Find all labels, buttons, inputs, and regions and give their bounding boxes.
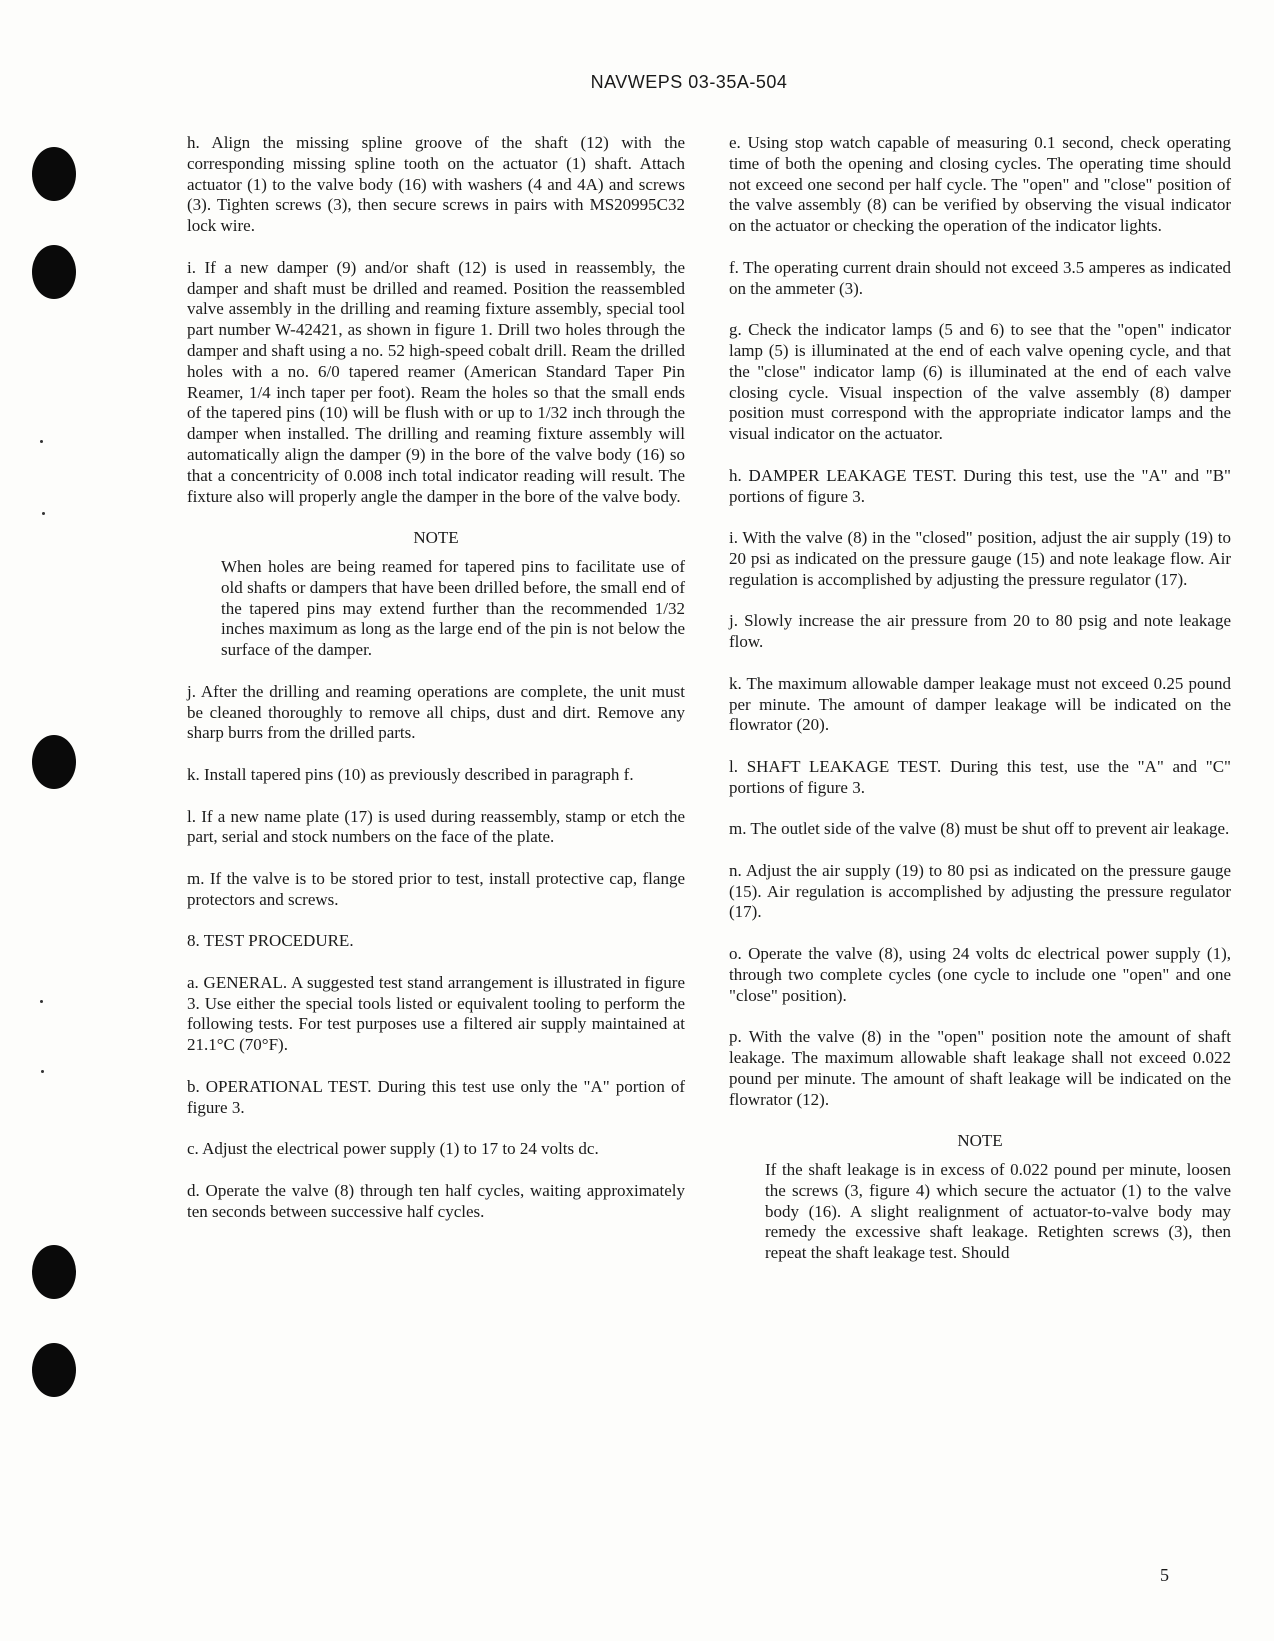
- note-title: NOTE: [957, 1131, 1003, 1151]
- right-column: [729, 133, 1231, 1264]
- punch-hole-3: [32, 735, 76, 789]
- speck: [40, 440, 43, 443]
- punch-hole-1: [32, 147, 76, 201]
- paragraph-o: o. Operate the valve (8), using 24 volts dc electrical power supply (1), through two complete cycles (one cycle to include one "open" and one "close" position).: [729, 944, 1231, 1005]
- punch-hole-4: [32, 1245, 76, 1299]
- document-number: NAVWEPS 03-35A-504: [590, 72, 788, 92]
- paragraph-i: i. With the valve (8) in the "closed" position, adjust the air supply (19) to 20 psi as indicated on the pressure gauge (15) and note leakage flow. Air regulation is accomplished by adjusting the pressure regulator (17).: [729, 528, 1231, 589]
- paragraph-e: e. Using stop watch capable of measuring 0.1 second, check operating time of both the opening and closing cycles. The operating time should not exceed one second per half cycle. The "open" and "close" position of the valve assembly (8) can be verified by observing the visual indicator on the actuator or checking the operation of the indicator lights.: [729, 133, 1231, 236]
- paragraph-f: f. The operating current drain should not exceed 3.5 amperes as indicated on the ammeter (3).: [729, 257, 1231, 298]
- speck: [41, 1070, 44, 1073]
- paragraph-k: k. Install tapered pins (10) as previously described in paragraph f.: [187, 764, 634, 784]
- paragraph-b: b. OPERATIONAL TEST. During this test use only the "A" portion of figure 3.: [187, 1076, 685, 1117]
- paragraph-l: l. SHAFT LEAKAGE TEST. During this test, use the "A" and "C" portions of figure 3.: [729, 756, 1231, 797]
- paragraph-k: k. The maximum allowable damper leakage must not exceed 0.25 pound per minute. The amount of damper leakage will be indicated on the flowrator (20).: [729, 673, 1231, 735]
- paragraph-l: l. If a new name plate (17) is used during reassembly, stamp or etch the part, serial and stock numbers on the face of the plate.: [187, 806, 685, 847]
- paragraph-j: j. Slowly increase the air pressure from 20 to 80 psig and note leakage flow.: [729, 611, 1231, 652]
- paragraph-i: i. If a new damper (9) and/or shaft (12) is used in reassembly, the damper and shaft must be drilled and reamed. Position the reassembled valve assembly in the drilling and reaming fixture assembly, special tool part number W-42421, as shown in figure 1. Drill two holes through the damper and shaft using a no. 52 high-speed cobalt drill. Ream the drilled holes with a no. 6/0 tapered reamer (American Standard Taper Pin Reamer, 1/4 inch taper per foot). Ream the holes so that the small ends of the tapered pins (10) will be flush with or up to 1/32 inch through the damper when installed. The drilling and reaming fixture assembly will automatically align the damper (9) in the bore of the valve body (16) so that a concentricity of 0.008 inch total indicator reading will result. The fixture also will properly angle the damper in the bore of the valve body.: [187, 257, 685, 506]
- speck: [40, 1000, 43, 1003]
- punch-hole-5: [32, 1343, 76, 1397]
- paragraph-d: d. Operate the valve (8) through ten half cycles, waiting approximately ten seconds between successive half cycles.: [187, 1180, 685, 1221]
- paragraph-m: m. The outlet side of the valve (8) must be shut off to prevent air leakage.: [729, 819, 1230, 839]
- punch-hole-2: [32, 245, 76, 299]
- note-text: When holes are being reamed for tapered pins to facilitate use of old shafts or dampers that have been drilled before, the small end of the tapered pins may extend further than the recommended 1/32 inches maximum as long as the large end of the pin is not below the surface of the damper.: [221, 556, 685, 660]
- section-heading: 8. TEST PROCEDURE.: [187, 931, 354, 951]
- paragraph-a: a. GENERAL. A suggested test stand arrangement is illustrated in figure 3. Use either the special tools listed or equivalent tooling to perform the following tests. For test purposes use a filtered air supply maintained at 21.1°C (70°F).: [187, 972, 685, 1055]
- left-column: [187, 133, 685, 1243]
- note-title: NOTE: [413, 528, 459, 548]
- paragraph-h: h. DAMPER LEAKAGE TEST. During this test, use the "A" and "B" portions of figure 3.: [729, 465, 1231, 506]
- paragraph-n: n. Adjust the air supply (19) to 80 psi as indicated on the pressure gauge (15). Air regulation is accomplished by adjusting the pressure regulator (17).: [729, 860, 1231, 922]
- paragraph-j: j. After the drilling and reaming operations are complete, the unit must be cleaned thoroughly to remove all chips, dust and dirt. Remove any sharp burrs from the drilled parts.: [187, 681, 685, 743]
- paragraph-h: h. Align the missing spline groove of the shaft (12) with the corresponding missing spline tooth on the actuator (1) shaft. Attach actuator (1) to the valve body (16) with washers (4 and 4A) and screws (3). Tighten screws (3), then secure screws in pairs with MS20995C32 lock wire.: [187, 133, 685, 236]
- page-number: 5: [1160, 1565, 1169, 1585]
- paragraph-g: g. Check the indicator lamps (5 and 6) to see that the "open" indicator lamp (5) is illuminated at the end of each valve opening cycle, and that the "close" indicator lamp (6) is illuminated at the end of each valve closing cycle. Visual inspection of the valve assembly (8) damper position must correspond with the appropriate indicator lamps and the visual indicator on the actuator.: [729, 320, 1231, 444]
- page-header: [0, 72, 1274, 93]
- paragraph-m: m. If the valve is to be stored prior to test, install protective cap, flange protectors and screws.: [187, 868, 685, 909]
- note-text: If the shaft leakage is in excess of 0.022 pound per minute, loosen the screws (3, figure 4) which secure the actuator (1) to the valve body (16). A slight realignment of actuator-to-valve body may remedy the excessive shaft leakage. Retighten screws (3), then repeat the shaft leakage test. Should: [765, 1160, 1231, 1263]
- speck: [42, 512, 45, 515]
- paragraph-c: c. Adjust the electrical power supply (1) to 17 to 24 volts dc.: [187, 1139, 599, 1159]
- paragraph-p: p. With the valve (8) in the "open" position note the amount of shaft leakage. The maximum allowable shaft leakage shall not exceed 0.022 pound per minute. The amount of shaft leakage will be indicated on the flowrator (12).: [729, 1027, 1231, 1109]
